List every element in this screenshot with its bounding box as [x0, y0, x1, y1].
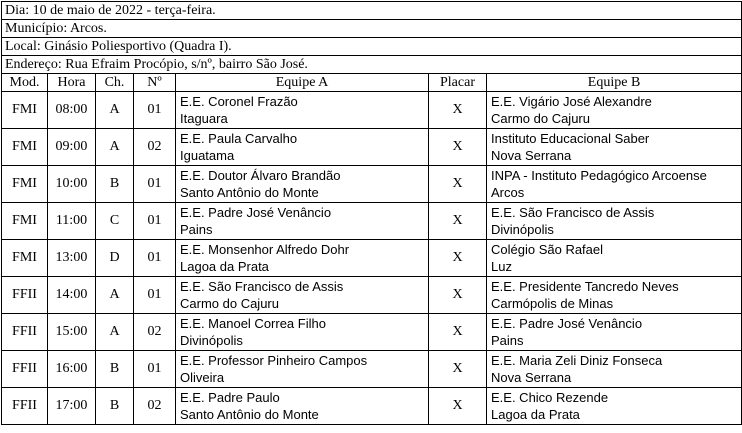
team-b-school: E.E. Presidente Tancredo Neves [491, 279, 679, 294]
table-row [2, 240, 742, 277]
team-a-school: E.E. Coronel Frazão [180, 94, 298, 109]
ch-cell: A [96, 277, 134, 314]
ch-cell: B [96, 166, 134, 203]
team-a-cell [176, 203, 429, 240]
team-a-city: Santo Antônio do Monte [180, 185, 319, 200]
municipality-line: Município: Arcos. [2, 20, 742, 38]
placar-cell: X [429, 240, 487, 277]
placar-cell: X [429, 166, 487, 203]
mod-cell: FFII [2, 277, 48, 314]
address-line: Endereço: Rua Efraim Procópio, s/nº, bairro São José. [2, 56, 742, 74]
placar-cell: X [429, 388, 487, 425]
table-row [2, 351, 742, 388]
team-a-city: Pains [180, 222, 213, 237]
hora-cell: 13:00 [48, 240, 96, 277]
team-b-city: Pains [491, 333, 524, 348]
team-b-city: Nova Serrana [491, 370, 572, 385]
schedule-table [1, 1, 742, 425]
team-a-city: Oliveira [180, 370, 225, 385]
placar-cell: X [429, 314, 487, 351]
team-a-school: E.E. Paula Carvalho [180, 131, 298, 146]
team-b-cell [487, 351, 742, 388]
num-cell: 01 [134, 203, 176, 240]
location-line: Local: Ginásio Poliesportivo (Quadra I). [2, 38, 742, 56]
team-a-school: E.E. Monsenhor Alfredo Dohr [180, 242, 350, 257]
mod-cell: FFII [2, 314, 48, 351]
team-a-city: Lagoa da Prata [180, 259, 269, 274]
team-b-school: Instituto Educacional Saber [491, 131, 650, 146]
team-a-cell [176, 240, 429, 277]
num-cell: 02 [134, 388, 176, 425]
team-a-cell [176, 388, 429, 425]
ch-cell: B [96, 351, 134, 388]
team-a-cell [176, 129, 429, 166]
team-b-city: Divinópolis [491, 222, 554, 237]
hora-cell: 08:00 [48, 92, 96, 129]
team-b-city: Arcos [491, 185, 525, 200]
table-row [2, 166, 742, 203]
header-mod: Mod. [2, 74, 48, 92]
team-a-school: E.E. Padre José Venâncio [180, 205, 332, 220]
mod-cell: FFII [2, 388, 48, 425]
team-b-city: Luz [491, 259, 512, 274]
ch-cell: D [96, 240, 134, 277]
table-row [2, 129, 742, 166]
team-b-school: E.E. São Francisco de Assis [491, 205, 655, 220]
team-b-school: E.E. Padre José Venâncio [491, 316, 643, 331]
ch-cell: A [96, 92, 134, 129]
team-a-cell [176, 92, 429, 129]
team-a-school: E.E. São Francisco de Assis [180, 279, 344, 294]
placar-cell: X [429, 129, 487, 166]
team-a-cell [176, 314, 429, 351]
mod-cell: FMI [2, 203, 48, 240]
num-cell: 01 [134, 92, 176, 129]
team-a-school: E.E. Doutor Álvaro Brandão [180, 168, 341, 183]
team-a-city: Iguatama [180, 148, 235, 163]
team-a-city: Itaguara [180, 111, 228, 126]
team-b-school: Colégio São Rafael [491, 242, 604, 257]
num-cell: 01 [134, 277, 176, 314]
num-cell: 02 [134, 129, 176, 166]
num-cell: 01 [134, 351, 176, 388]
ch-cell: A [96, 314, 134, 351]
team-b-city: Carmo do Cajuru [491, 111, 590, 126]
table-row [2, 314, 742, 351]
mod-cell: FMI [2, 240, 48, 277]
table-row [2, 203, 742, 240]
team-a-school: E.E. Padre Paulo [180, 390, 280, 405]
placar-cell: X [429, 203, 487, 240]
team-a-school: E.E. Manoel Correa Filho [180, 316, 326, 331]
ch-cell: C [96, 203, 134, 240]
placar-cell: X [429, 92, 487, 129]
team-b-school: E.E. Maria Zeli Diniz Fonseca [491, 353, 663, 368]
mod-cell: FFII [2, 351, 48, 388]
mod-cell: FMI [2, 92, 48, 129]
team-a-city: Santo Antônio do Monte [180, 407, 319, 422]
team-b-school: INPA - Instituto Pedagógico Arcoense [491, 168, 707, 183]
header-team-a: Equipe A [176, 74, 429, 92]
header-num: Nº [134, 74, 176, 92]
team-a-cell [176, 166, 429, 203]
hora-cell: 10:00 [48, 166, 96, 203]
hora-cell: 11:00 [48, 203, 96, 240]
num-cell: 02 [134, 314, 176, 351]
ch-cell: B [96, 388, 134, 425]
team-b-cell [487, 203, 742, 240]
date-line: Dia: 10 de maio de 2022 - terça-feira. [2, 2, 742, 20]
team-a-city: Divinópolis [180, 333, 243, 348]
team-b-cell [487, 92, 742, 129]
ch-cell: A [96, 129, 134, 166]
mod-cell: FMI [2, 129, 48, 166]
placar-cell: X [429, 277, 487, 314]
header-placar: Placar [429, 74, 487, 92]
num-cell: 01 [134, 240, 176, 277]
team-a-school: E.E. Professor Pinheiro Campos [180, 353, 368, 368]
team-b-cell [487, 277, 742, 314]
mod-cell: FMI [2, 166, 48, 203]
team-b-city: Nova Serrana [491, 148, 572, 163]
team-a-cell [176, 277, 429, 314]
team-b-city: Carmópolis de Minas [491, 296, 614, 311]
table-row [2, 388, 742, 425]
team-b-cell [487, 314, 742, 351]
placar-cell: X [429, 351, 487, 388]
hora-cell: 16:00 [48, 351, 96, 388]
header-row [2, 74, 742, 92]
hora-cell: 09:00 [48, 129, 96, 166]
header-hora: Hora [48, 74, 96, 92]
team-a-cell [176, 351, 429, 388]
team-b-school: E.E. Vigário José Alexandre [491, 94, 652, 109]
team-b-cell [487, 388, 742, 425]
hora-cell: 17:00 [48, 388, 96, 425]
table-row [2, 277, 742, 314]
header-ch: Ch. [96, 74, 134, 92]
hora-cell: 14:00 [48, 277, 96, 314]
table-row [2, 92, 742, 129]
team-b-cell [487, 240, 742, 277]
team-b-school: E.E. Chico Rezende [491, 390, 609, 405]
num-cell: 01 [134, 166, 176, 203]
team-b-city: Lagoa da Prata [491, 407, 580, 422]
hora-cell: 15:00 [48, 314, 96, 351]
team-b-cell [487, 166, 742, 203]
header-team-b: Equipe B [487, 74, 742, 92]
team-b-cell [487, 129, 742, 166]
team-a-city: Carmo do Cajuru [180, 296, 279, 311]
